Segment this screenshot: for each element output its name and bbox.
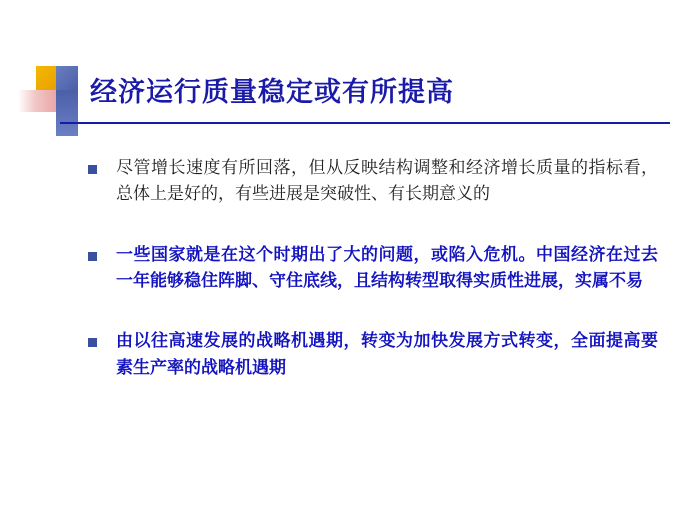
bullet-item — [88, 155, 658, 208]
logo-square-gold — [36, 66, 56, 90]
title-underline — [60, 122, 670, 124]
bullet-item — [88, 242, 658, 295]
slide-body — [88, 155, 658, 407]
logo-square-white — [18, 112, 56, 136]
bullet-text: 由以往高速发展的战略机遇期，转变为加快发展方式转变，全面提高要素生产率的战略机遇期 — [116, 331, 658, 378]
bullet-text: 尽管增长速度有所回落，但从反映结构调整和经济增长质量的指标看，总体上是好的，有些进展是突破性、有长期意义的 — [116, 158, 658, 205]
bullet-text: 一些国家就是在这个时期出了大的问题，或陷入危机。中国经济在过去一年能够稳住阵脚、守住底线，且结构转型取得实质性进展，实属不易 — [116, 244, 658, 292]
bullet-item — [88, 328, 658, 381]
logo-square-blue-tall — [56, 90, 78, 136]
logo-square-pink — [18, 90, 56, 112]
bullet-marker-icon — [88, 165, 97, 174]
bullet-marker-icon — [88, 252, 97, 261]
bullet-marker-icon — [88, 338, 97, 347]
slide-title: 经济运行质量稳定或有所提高 — [90, 77, 454, 108]
logo-square-blue-top — [56, 66, 78, 90]
decorative-logo-mark — [18, 66, 80, 136]
